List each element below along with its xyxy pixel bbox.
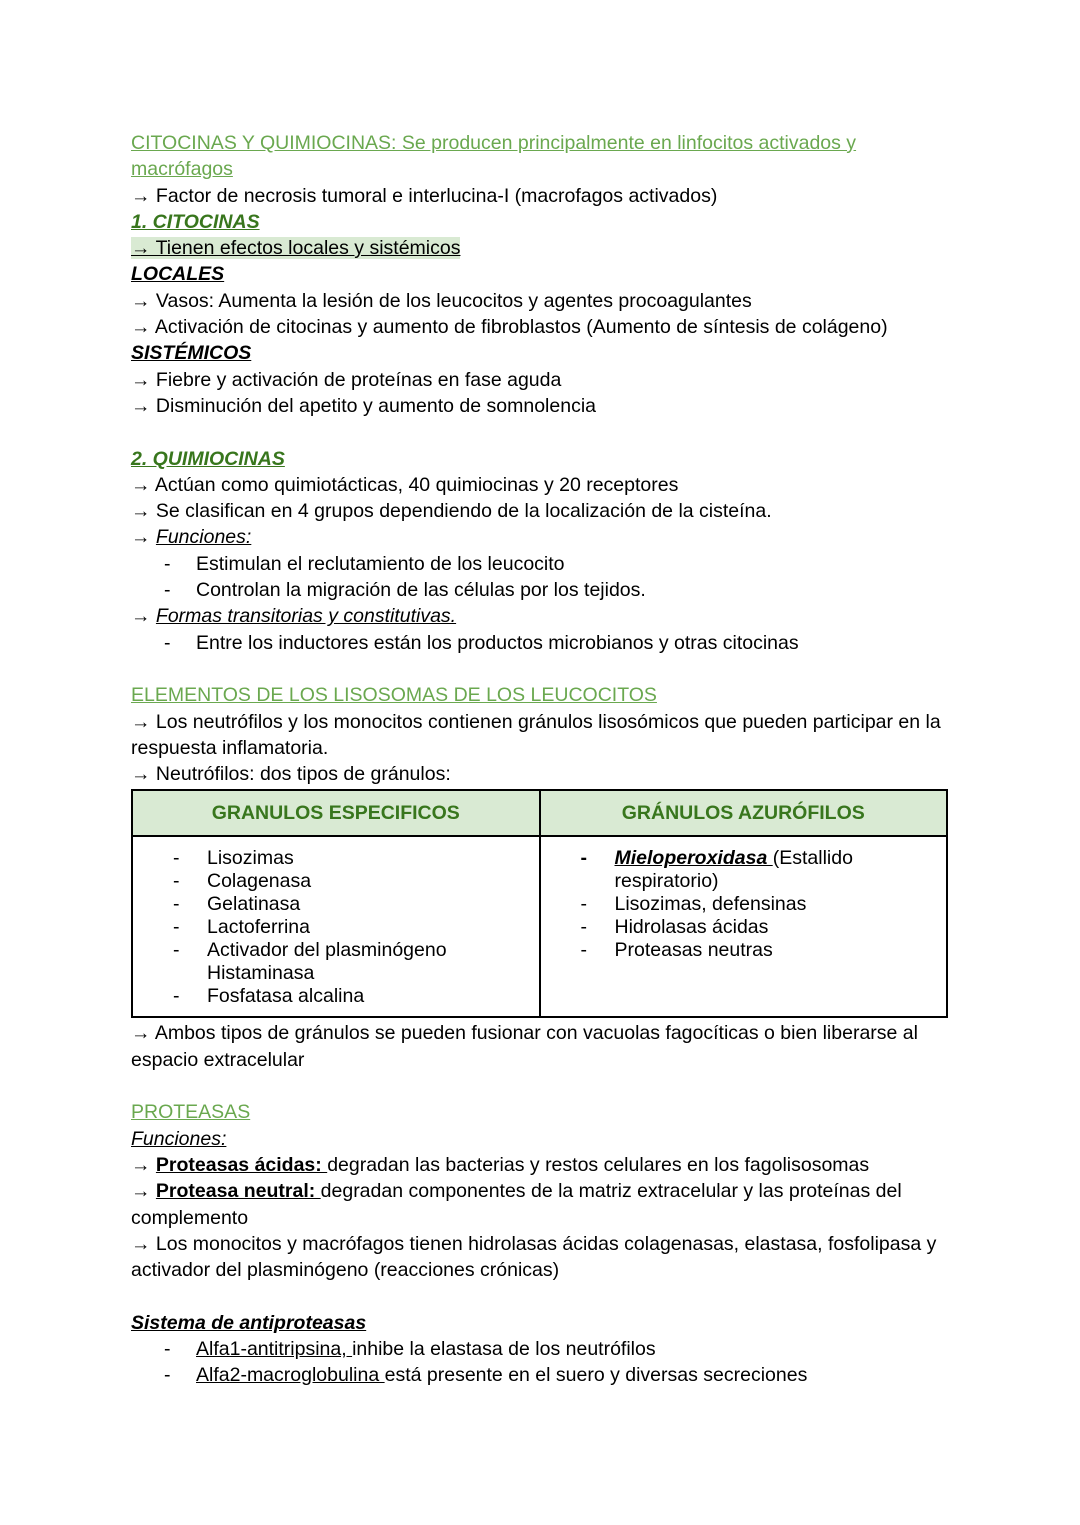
heading-citocinas: 1. CITOCINAS [131, 210, 260, 233]
paragraph: → Actúan como quimiotácticas, 40 quimiocinas y 20 receptores [131, 473, 679, 496]
table-cell [132, 836, 540, 1017]
highlighted-text: → Tienen efectos locales y sistémicos [131, 237, 461, 260]
paragraph: → Factor de necrosis tumoral e interlucina-I (macrofagos activados) [131, 184, 718, 207]
table-header: GRÁNULOS AZURÓFILOS [540, 790, 948, 836]
list-item: - Lactoferrina [173, 916, 310, 939]
formas-label: Formas transitorias y constitutivas. [155, 605, 457, 628]
heading-sistemicos: SISTÉMICOS [131, 342, 252, 365]
document-content [131, 130, 951, 1389]
funciones-label: Funciones: [155, 526, 252, 549]
paragraph: → Proteasas ácidas: degradan las bacterias y restos celulares en los fagolisosomas [131, 1153, 870, 1176]
paragraph: → Se clasifican en 4 grupos dependiendo de la localización de la cisteína. [131, 500, 772, 523]
granules-table [131, 789, 948, 1018]
paragraph: → Ambos tipos de gránulos se pueden fusionar con vacuolas fagocíticas o bien liberarse al espacio extracelular [131, 1022, 918, 1071]
section-title-proteasas: PROTEASAS [131, 1101, 251, 1124]
arrow: → [131, 605, 156, 628]
list-item: - Gelatinasa [173, 893, 301, 916]
paragraph: → Los neutrófilos y los monocitos contienen gránulos lisosómicos que pueden participar en la respuesta inflamatoria. [131, 710, 941, 759]
list-item: - Proteasas neutras [580, 939, 773, 962]
paragraph: → Activación de citocinas y aumento de fibroblastos (Aumento de síntesis de colágeno) [131, 316, 888, 339]
list-item: - Estimulan el reclutamiento de los leucocito [164, 552, 565, 575]
heading-quimiocinas: 2. QUIMIOCINAS [131, 447, 285, 470]
list-item: - Alfa2-macroglobulina está presente en el suero y diversas secreciones [164, 1364, 808, 1387]
paragraph: → Proteasa neutral: degradan componentes de la matriz extracelular y las proteínas del complemento [131, 1180, 902, 1229]
heading-locales: LOCALES [131, 263, 225, 286]
section-title-lisosomas: ELEMENTOS DE LOS LISOSOMAS DE LOS LEUCOCITOS [131, 684, 657, 707]
list-item: - Alfa1-antitripsina, inhibe la elastasa de los neutrófilos [164, 1337, 656, 1360]
list-item: - Lisozimas [173, 847, 294, 870]
section-title-citocinas: CITOCINAS Y QUIMIOCINAS: Se producen principalmente en linfocitos activados y macrófagos [131, 132, 857, 181]
table-cell [540, 836, 948, 1017]
heading-antiproteasas: Sistema de antiproteasas [131, 1311, 367, 1334]
paragraph: → Neutrófilos: dos tipos de gránulos: [131, 763, 451, 786]
paragraph: → Vasos: Aumenta la lesión de los leucocitos y agentes procoagulantes [131, 289, 752, 312]
table-header: GRANULOS ESPECIFICOS [132, 790, 540, 836]
list-item: - Fosfatasa alcalina [173, 985, 365, 1008]
arrow: → [131, 526, 156, 549]
list-item: - Controlan la migración de las células por los tejidos. [164, 579, 646, 602]
paragraph: → Los monocitos y macrófagos tienen hidrolasas ácidas colagenasas, elastasa, fosfolipasa y activador del plasminógeno (reacciones crónicas) [131, 1232, 937, 1282]
list-item: - Hidrolasas ácidas [580, 916, 769, 939]
paragraph: → Disminución del apetito y aumento de somnolencia [131, 394, 597, 417]
list-item: - Colagenasa [173, 870, 312, 893]
paragraph: → Fiebre y activación de proteínas en fase aguda [131, 368, 562, 391]
list-item: - Activador del plasminógeno Histaminasa [173, 939, 447, 985]
list-item: - Lisozimas, defensinas [580, 893, 807, 916]
funciones-label: Funciones: [131, 1127, 227, 1150]
list-item: - Mieloperoxidasa (Estallido respiratorio) [580, 847, 853, 893]
list-item: - Entre los inductores están los productos microbianos y otras citocinas [164, 631, 799, 654]
